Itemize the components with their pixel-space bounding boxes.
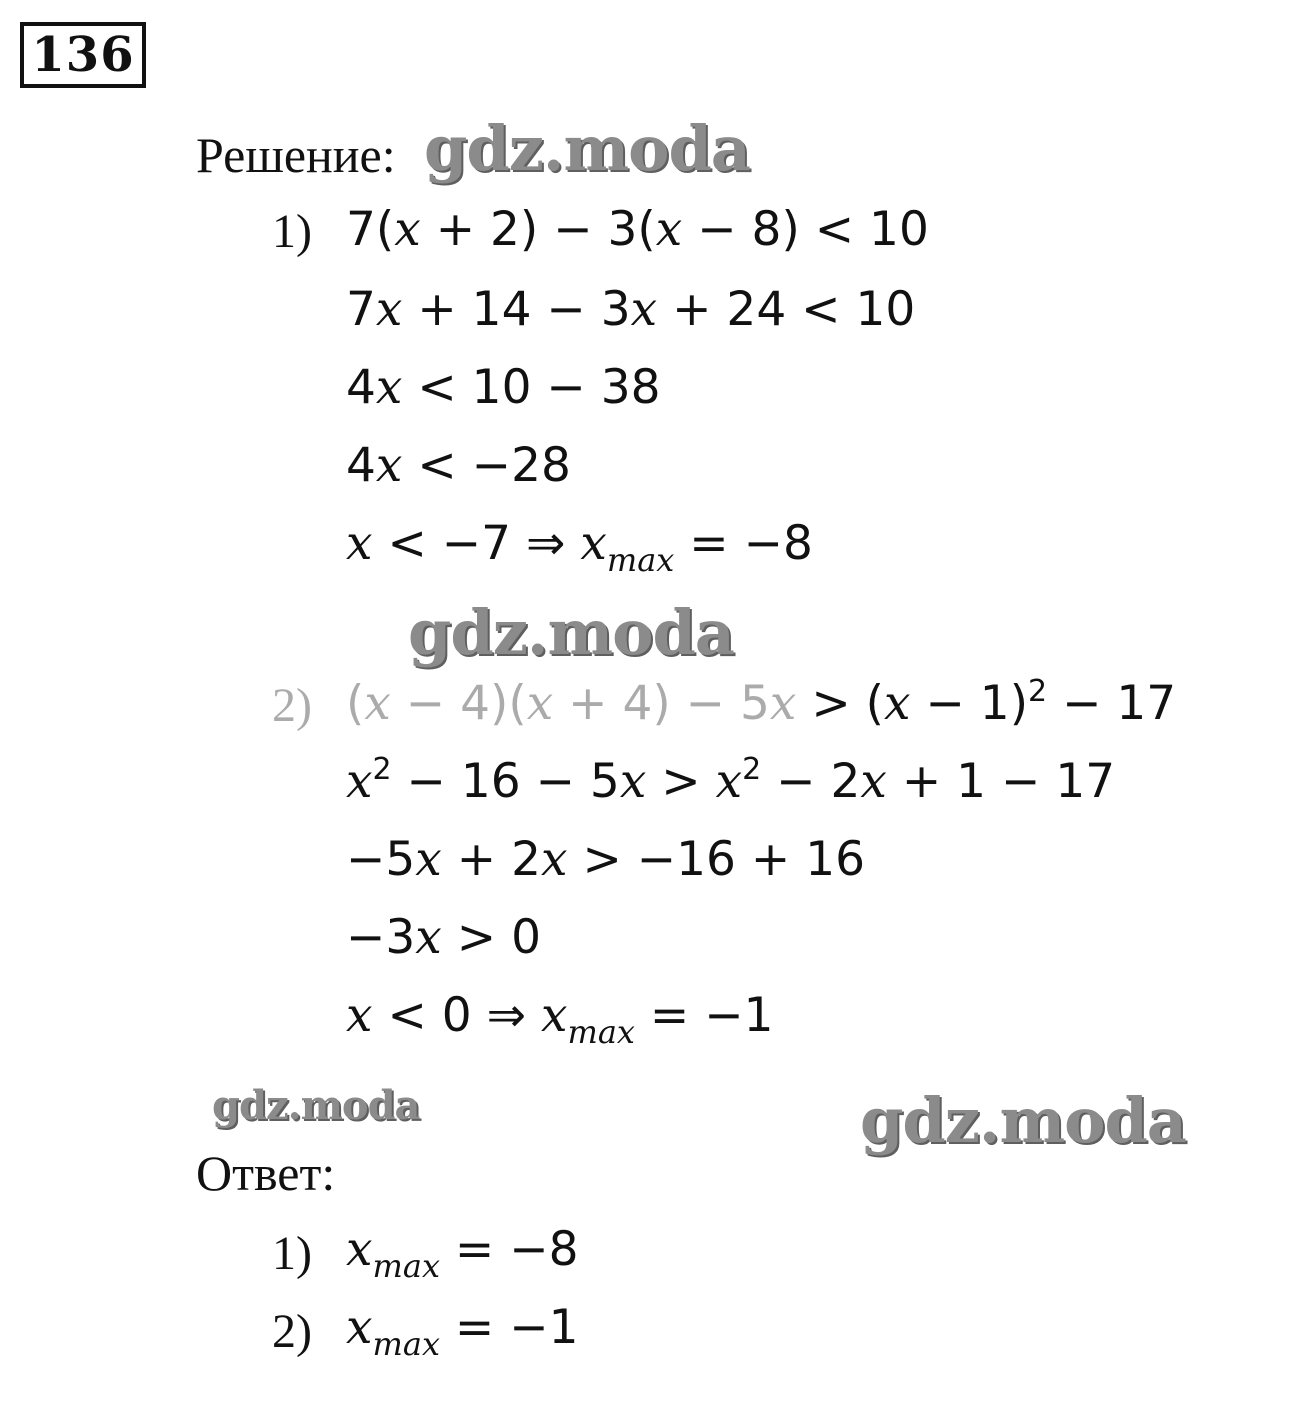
part1-line-3: 4x < 10 − 38 bbox=[346, 360, 661, 415]
answer2-text: $x_{max} = -1$ bbox=[346, 1300, 579, 1363]
part1-line-5: x < −7 ⇒ $x_{max} = -8$ bbox=[346, 516, 813, 579]
part1-line-4: 4x < −28 bbox=[346, 438, 571, 493]
answer2-index: 2) bbox=[272, 1305, 312, 1358]
answer1-index: 1) bbox=[272, 1227, 312, 1280]
part2-line-5: x < 0 ⇒ $x_{max} = -1$ bbox=[346, 988, 774, 1051]
part2-index: 2) bbox=[272, 679, 312, 732]
part2-line-2: $x^2 - 16 - 5x > x^2 - 2x + 1 - 17$ bbox=[346, 752, 1116, 809]
watermark-4: gdz.moda bbox=[860, 1084, 1186, 1157]
watermark-2: gdz.moda bbox=[408, 596, 734, 669]
watermark-3: gdz.moda bbox=[212, 1082, 420, 1129]
part2-line-1: $(x - 4)(x + 4) - 5x > (x - 1)^2 - 17$ bbox=[346, 674, 1177, 731]
part2-line-3: −5x + 2x > −16 + 16 bbox=[346, 832, 866, 887]
watermark-1: gdz.moda bbox=[424, 112, 750, 185]
problem-number: 136 bbox=[20, 22, 146, 88]
part1-line-1: 7(x + 2) − 3(x − 8) < 10 bbox=[346, 202, 929, 257]
part1-index: 1) bbox=[272, 205, 312, 258]
part1-line-2: 7x + 14 − 3x + 24 < 10 bbox=[346, 282, 916, 337]
answer-label: Ответ: bbox=[196, 1145, 336, 1201]
answer1-text: $x_{max} = -8$ bbox=[346, 1222, 579, 1285]
part2-line-4: −3x > 0 bbox=[346, 910, 541, 965]
solution-label: Решение: bbox=[196, 127, 396, 183]
